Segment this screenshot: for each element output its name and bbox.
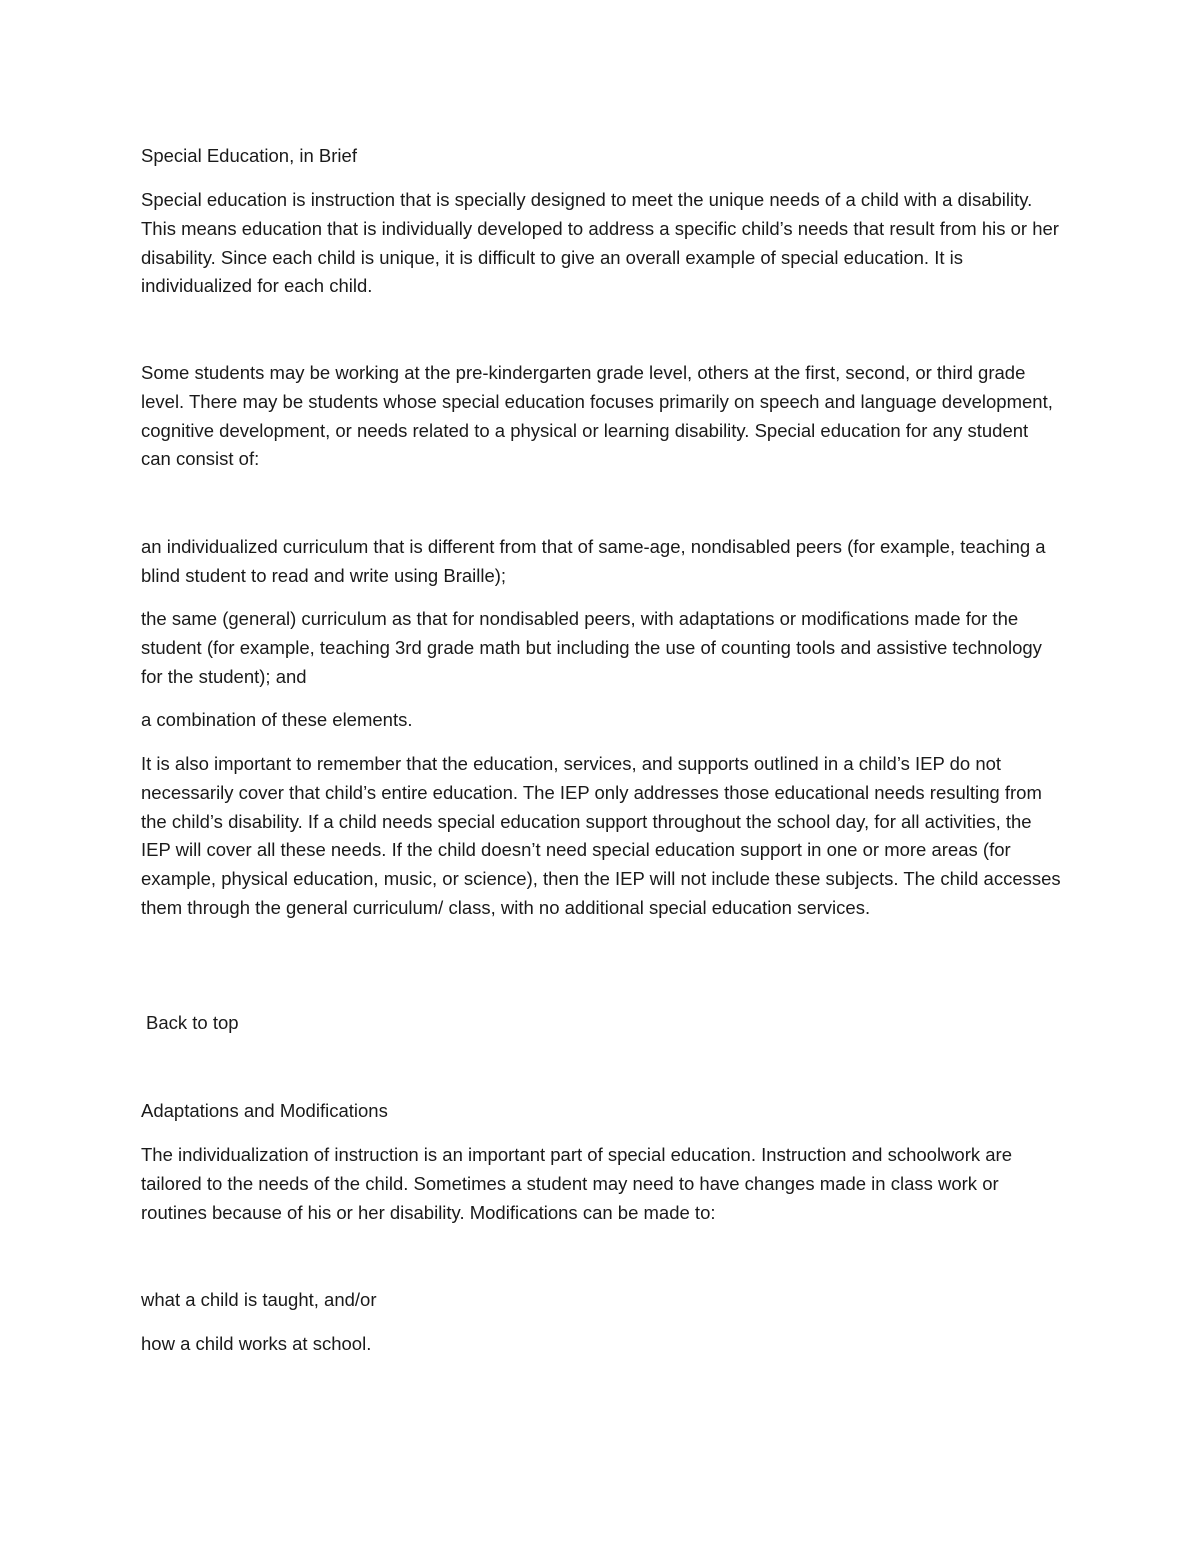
- paragraph-iep-coverage: It is also important to remember that the education, services, and supports outlined in a child’s IEP do not necessarily cover that child’s entire education. The IEP only addresses those educational needs resulting from the child’s disability. If a child needs special education support throughout the school day, for all activities, the IEP will cover all these needs. If the child doesn’t need special education support in one or more areas (for example, physical education, music, or science), then the IEP will not include these subjects. The child accesses them through the general curriculum/ class, with no additional special education services.: [141, 753, 1061, 918]
- list-item-general-curriculum: the same (general) curriculum as that for nondisabled peers, with adaptations or modifications made for the student (for example, teaching 3rd grade math but including the use of counting tools and assistive technology for the student); and: [141, 608, 1042, 687]
- section-heading-special-education: Special Education, in Brief: [141, 145, 357, 166]
- back-to-top-link[interactable]: Back to top: [146, 1012, 239, 1033]
- list-item-how-works: how a child works at school.: [141, 1333, 372, 1354]
- list-item-individualized-curriculum: an individualized curriculum that is different from that of same-age, nondisabled peers (for example, teaching a blind student to read and write using Braille);: [141, 536, 1046, 586]
- list-item-combination: a combination of these elements.: [141, 709, 413, 730]
- paragraph-grade-levels: Some students may be working at the pre-kindergarten grade level, others at the first, second, or third grade level. There may be students whose special education focuses primarily on speech and language development, cognitive development, or needs related to a physical or learning disability. Special education for any student can consist of:: [141, 362, 1053, 470]
- section-heading-adaptations: Adaptations and Modifications: [141, 1100, 388, 1121]
- paragraph-definition: Special education is instruction that is specially designed to meet the unique needs of a child with a disability. This means education that is individually developed to address a specific child’s needs that result from his or her disability. Since each child is unique, it is difficult to give an overall example of special education. It is individualized for each child.: [141, 189, 1059, 297]
- list-item-what-taught: what a child is taught, and/or: [141, 1289, 377, 1310]
- paragraph-individualization: The individualization of instruction is an important part of special education. Instruction and schoolwork are tailored to the needs of the child. Sometimes a student may need to have changes made in class work or routines because of his or her disability. Modifications can be made to:: [141, 1144, 1012, 1223]
